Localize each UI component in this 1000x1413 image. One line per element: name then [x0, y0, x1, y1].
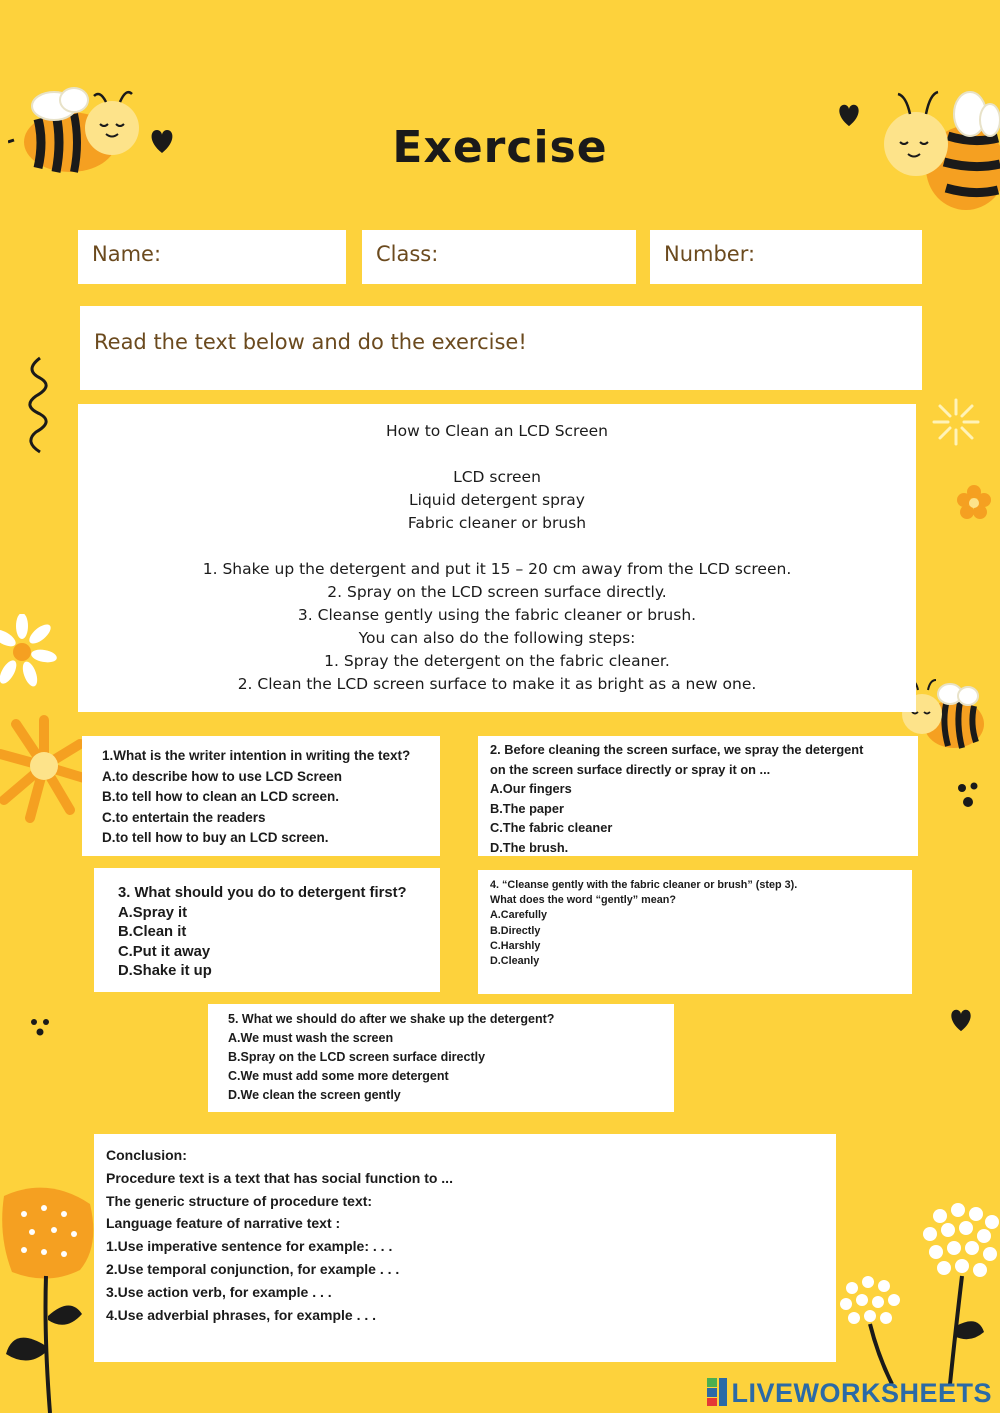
conclusion-line: 3.Use action verb, for example . . . [106, 1283, 332, 1300]
reading-step: 2. Clean the LCD screen surface to make it as bright as a new one. [237, 675, 757, 693]
conclusion-line: Language feature of narrative text : [106, 1215, 341, 1232]
question-1-option-b[interactable]: B.to tell how to clean an LCD screen. [102, 789, 340, 804]
conclusion-line: 4.Use adverbial phrases, for example . . . [106, 1306, 377, 1323]
flower-icon [832, 1196, 1000, 1384]
reading-step: You can also do the following steps: [358, 629, 636, 647]
dots-icon [954, 780, 984, 810]
question-2-prompt-cont: on the screen surface directly or spray it on ... [490, 761, 771, 777]
reading-title: How to Clean an LCD Screen [385, 422, 608, 440]
name-field[interactable] [78, 230, 346, 284]
conclusion-line: 2.Use temporal conjunction, for example . . . [106, 1260, 400, 1277]
page-title: Exercise [392, 122, 608, 173]
reading-line [78, 443, 916, 466]
flower-icon [0, 1186, 100, 1413]
reading-step: 3. Cleanse gently using the fabric cleaner or brush. [297, 606, 697, 624]
conclusion-heading: Conclusion: [106, 1147, 187, 1163]
class-field[interactable] [362, 230, 636, 284]
conclusion-box[interactable] [94, 1134, 836, 1362]
flower-icon [0, 714, 88, 824]
reading-step: 1. Shake up the detergent and put it 15 – 20 cm away from the LCD screen. [202, 560, 792, 578]
question-5-prompt: 5. What we should do after we shake up the detergent? [228, 1012, 555, 1026]
question-3-option-d[interactable]: D.Shake it up [118, 963, 212, 980]
question-4-prompt: 4. “Cleanse gently with the fabric cleaner or brush” (step 3). [490, 879, 798, 891]
class-label: Class: [376, 242, 439, 266]
flower-icon [956, 484, 992, 520]
conclusion-line: Procedure text is a text that has social function to ... [106, 1169, 453, 1186]
flower-icon [0, 614, 60, 690]
question-3-option-a[interactable]: A.Spray it [118, 904, 188, 921]
question-1-option-a[interactable]: A.to describe how to use LCD Screen [102, 768, 343, 784]
question-4-box[interactable] [478, 870, 912, 994]
question-4-option-c[interactable]: C.Harshly [490, 939, 541, 952]
question-4-option-d[interactable]: D.Cleanly [490, 955, 540, 968]
question-3-prompt: 3. What should you do to detergent first? [118, 885, 407, 901]
sparkle-icon [930, 396, 982, 448]
question-4-option-b[interactable]: B.Directly [490, 924, 541, 937]
instruction-text: Read the text below and do the exercise! [94, 330, 527, 354]
question-1-option-c[interactable]: C.to entertain the readers [102, 809, 266, 825]
conclusion-line: The generic structure of procedure text: [106, 1192, 373, 1209]
brand-logo [707, 1378, 992, 1409]
liveworksheets-logo-icon [707, 1378, 729, 1406]
question-2-option-b[interactable]: B.The paper [490, 800, 564, 816]
squiggle-icon [22, 356, 56, 456]
dots-icon [28, 1016, 54, 1038]
reading-material: Fabric cleaner or brush [407, 514, 587, 532]
number-field[interactable] [650, 230, 922, 284]
reading-text-box [78, 404, 916, 712]
question-2-box[interactable] [478, 736, 918, 856]
question-3-option-c[interactable]: C.Put it away [118, 943, 211, 960]
instruction-box [80, 306, 922, 390]
question-1-prompt: 1.What is the writer intention in writing the text? [102, 748, 411, 763]
heart-icon [948, 1006, 974, 1034]
question-5-option-b[interactable]: B.Spray on the LCD screen surface directly [228, 1050, 486, 1064]
question-5-option-a[interactable]: A.We must wash the screen [228, 1031, 394, 1045]
question-1-option-d[interactable]: D.to tell how to buy an LCD screen. [102, 830, 329, 845]
question-4-option-a[interactable]: A.Carefully [490, 909, 547, 922]
question-3-option-b[interactable]: B.Clean it [118, 924, 187, 941]
question-4-prompt-cont: What does the word “gently” mean? [490, 894, 676, 907]
reading-step: 2. Spray on the LCD screen surface directly. [327, 583, 667, 601]
question-5-box[interactable] [208, 1004, 674, 1112]
number-label: Number: [664, 242, 756, 266]
question-3-box[interactable] [94, 868, 440, 992]
question-1-box[interactable] [82, 736, 440, 856]
question-5-option-d[interactable]: D.We clean the screen gently [228, 1088, 401, 1102]
question-2-prompt: 2. Before cleaning the screen surface, we spray the detergent [490, 742, 864, 757]
reading-material: LCD screen [453, 468, 541, 486]
reading-material: Liquid detergent spray [409, 491, 585, 509]
question-2-option-a[interactable]: A.Our fingers [490, 781, 572, 797]
question-5-option-c[interactable]: C.We must add some more detergent [228, 1069, 449, 1083]
conclusion-line: 1.Use imperative sentence for example: . . . [106, 1238, 393, 1255]
question-2-option-d[interactable]: D.The brush. [490, 839, 569, 855]
reading-step: 1. Spray the detergent on the fabric cleaner. [324, 652, 670, 670]
question-2-option-c[interactable]: C.The fabric cleaner [490, 820, 613, 836]
reading-line [78, 535, 916, 558]
name-label: Name: [92, 242, 162, 266]
brand-text: LIVEWORKSHEETS [731, 1378, 992, 1408]
